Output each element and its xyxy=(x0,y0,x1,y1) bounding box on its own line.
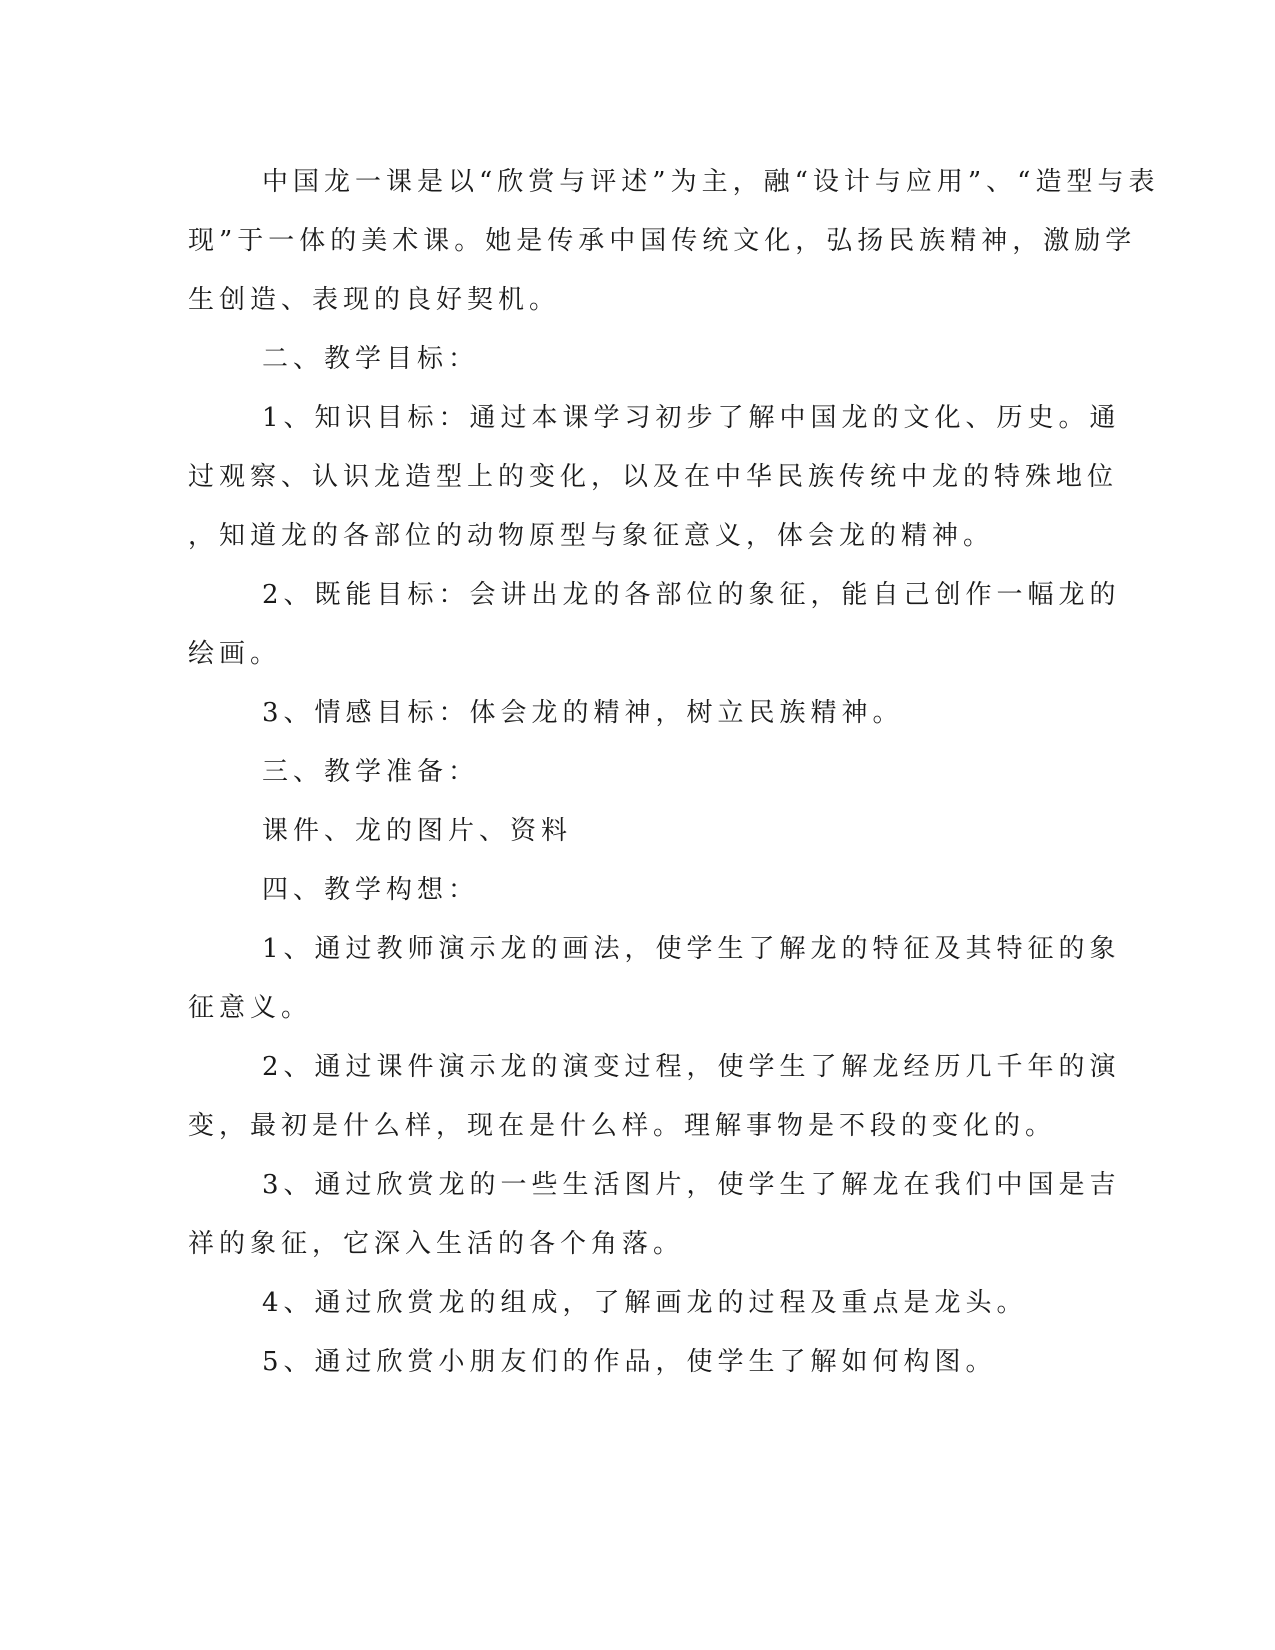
paragraph-intro-line-3: 生创造、表现的良好契机。 xyxy=(188,285,561,315)
objective-knowledge-line-3: ，知道龙的各部位的动物原型与象征意义，体会龙的精神。 xyxy=(188,521,995,551)
preparation-items: 课件、龙的图片、资料 xyxy=(262,816,573,846)
objective-emotion-line: 3、情感目标：体会龙的精神，树立民族精神。 xyxy=(262,698,904,728)
objective-skill-line-1: 2、既能目标：会讲出龙的各部位的象征，能自己创作一幅龙的 xyxy=(262,580,1121,610)
objective-skill-line-2: 绘画。 xyxy=(188,639,282,669)
paragraph-intro-line-2: 现”于一体的美术课。她是传承中国传统文化，弘扬民族精神，激励学 xyxy=(188,226,1137,256)
design-item-1-line-2: 征意义。 xyxy=(188,993,313,1023)
design-item-1-line-1: 1、通过教师演示龙的画法，使学生了解龙的特征及其特征的象 xyxy=(262,934,1121,964)
section-heading-design: 四、教学构想： xyxy=(262,875,480,905)
design-item-5-line: 5、通过欣赏小朋友们的作品，使学生了解如何构图。 xyxy=(262,1347,997,1377)
section-heading-preparation: 三、教学准备： xyxy=(262,757,480,787)
design-item-3-line-2: 祥的象征，它深入生活的各个角落。 xyxy=(188,1229,685,1259)
objective-knowledge-line-1: 1、知识目标：通过本课学习初步了解中国龙的文化、历史。通 xyxy=(262,403,1121,433)
design-item-2-line-1: 2、通过课件演示龙的演变过程，使学生了解龙经历几千年的演 xyxy=(262,1052,1121,1082)
paragraph-intro-line-1: 中国龙一课是以“欣赏与评述”为主，融“设计与应用”、“造型与表 xyxy=(262,167,1160,197)
design-item-2-line-2: 变，最初是什么样，现在是什么样。理解事物是不段的变化的。 xyxy=(188,1111,1057,1141)
objective-knowledge-line-2: 过观察、认识龙造型上的变化，以及在中华民族传统中龙的特殊地位 xyxy=(188,462,1119,492)
section-heading-objectives: 二、教学目标： xyxy=(262,344,480,374)
design-item-4-line: 4、通过欣赏龙的组成，了解画龙的过程及重点是龙头。 xyxy=(262,1288,1028,1318)
design-item-3-line-1: 3、通过欣赏龙的一些生活图片，使学生了解龙在我们中国是吉 xyxy=(262,1170,1121,1200)
